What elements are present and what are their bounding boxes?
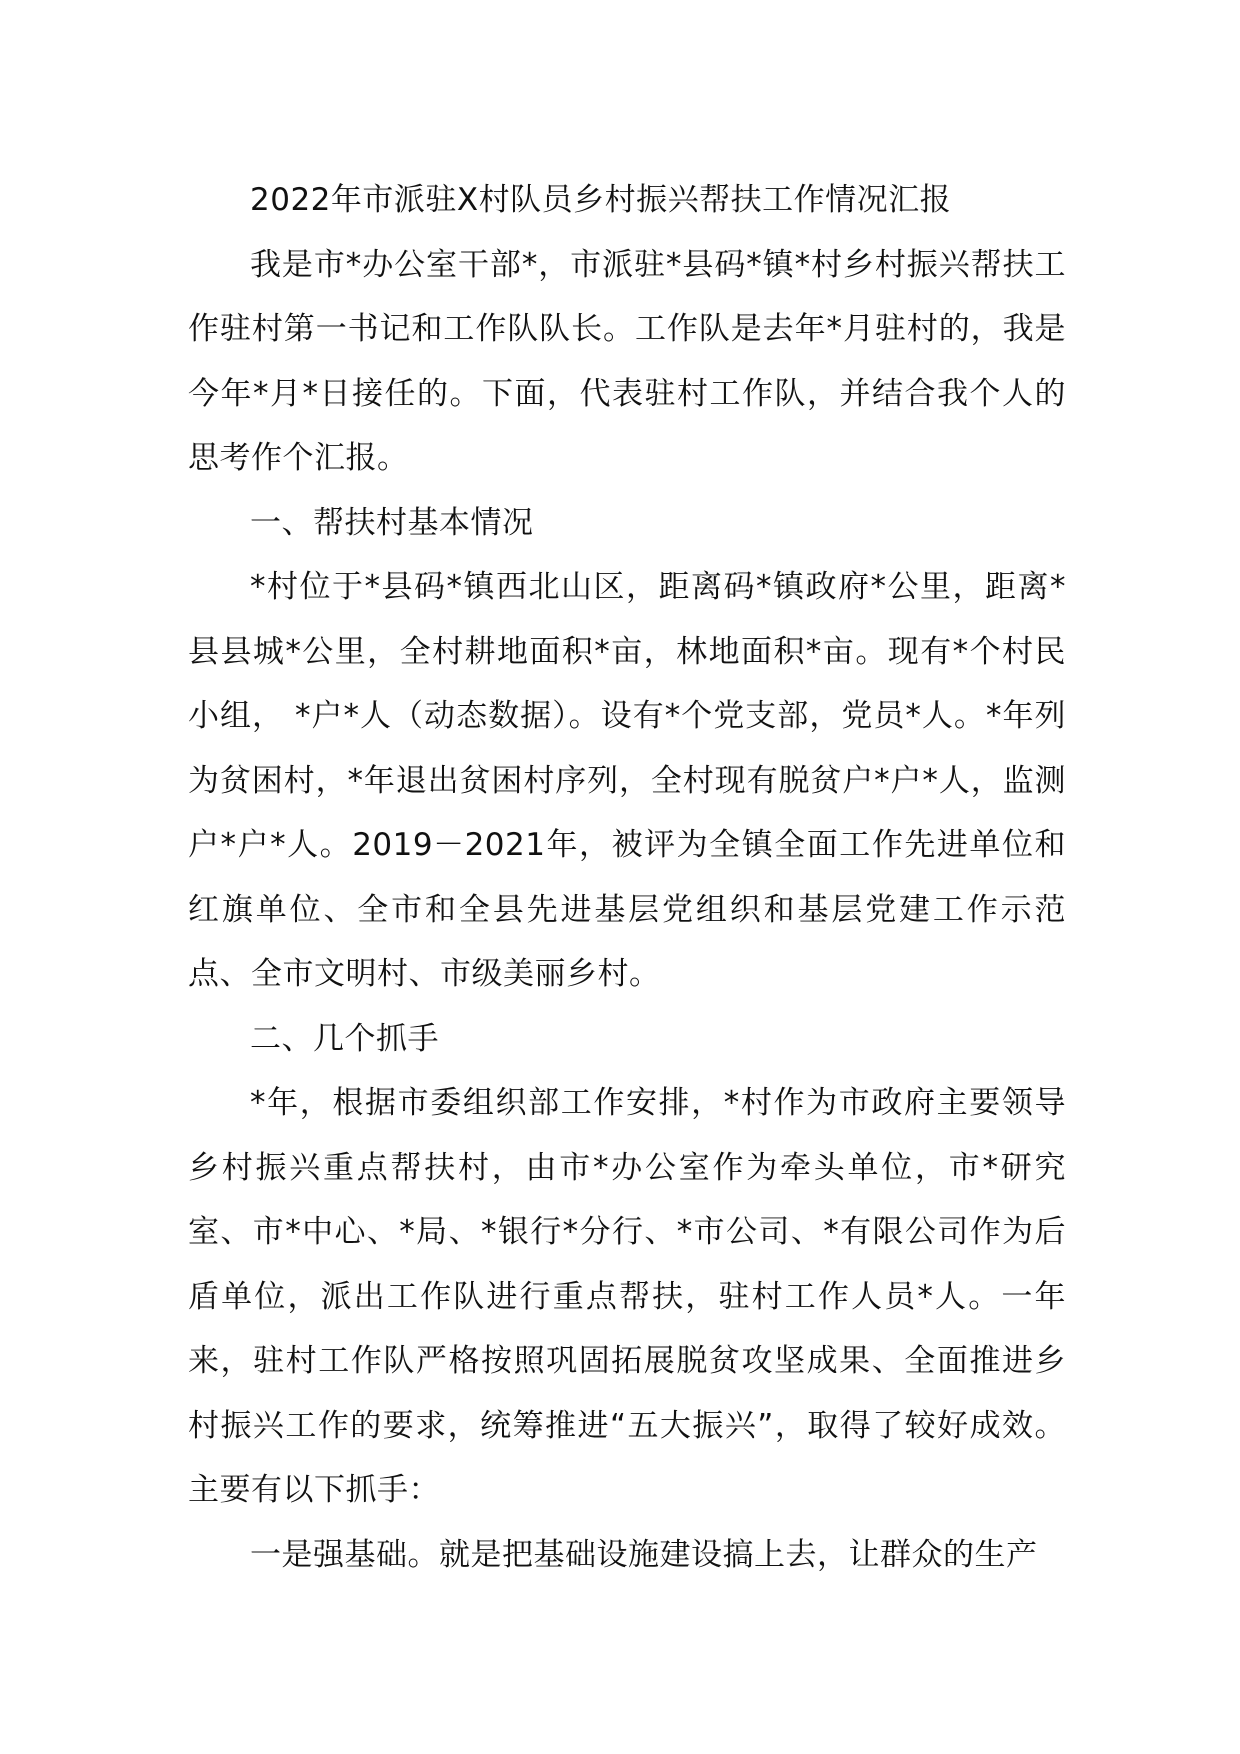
intro-paragraph: 我是市*办公室干部*，市派驻*县码*镇*村乡村振兴帮扶工作驻村第一书记和工作队队长。工作队是去年*月驻村的，我是今年*月*日接任的。下面，代表驻村工作队，并结合我个人的思考作个汇报。 [188, 246, 1066, 476]
section-heading-measures: 二、几个抓手 [250, 1020, 439, 1057]
section-heading-basic-info: 一、帮扶村基本情况 [250, 504, 534, 541]
basic-info-paragraph: *村位于*县码*镇西北山区，距离码*镇政府*公里，距离*县县城*公里，全村耕地面积*亩，林地面积*亩。现有*个村民小组， *户*人（动态数据）。设有*个党支部，党员*人。*年列为贫困村，*年退出贫困村序列，全村现有脱贫户*户*人，监测户*户*人。2019－2021年，被评为全镇全面工作先进单位和红旗单位、全市和全县先进基层党组织和基层党建工作示范点、全市文明村、市级美丽乡村。 [188, 569, 1066, 992]
measures-paragraph: *年，根据市委组织部工作安排，*村作为市政府主要领导乡村振兴重点帮扶村，由市*办公室作为牵头单位，市*研究室、市*中心、*局、*银行*分行、*市公司、*有限公司作为后盾单位，派出工作队进行重点帮扶，驻村工作人员*人。一年来，驻村工作队严格按照巩固拓展脱贫攻坚成果、全面推进乡村振兴工作的要求，统筹推进“五大振兴”，取得了较好成效。主要有以下抓手： [188, 1085, 1066, 1508]
document-body [188, 168, 1066, 1587]
measure-point-one: 一是强基础。就是把基础设施建设搞上去，让群众的生产 [250, 1536, 1038, 1573]
document-title: 2022年市派驻X村队员乡村振兴帮扶工作情况汇报 [250, 182, 952, 218]
